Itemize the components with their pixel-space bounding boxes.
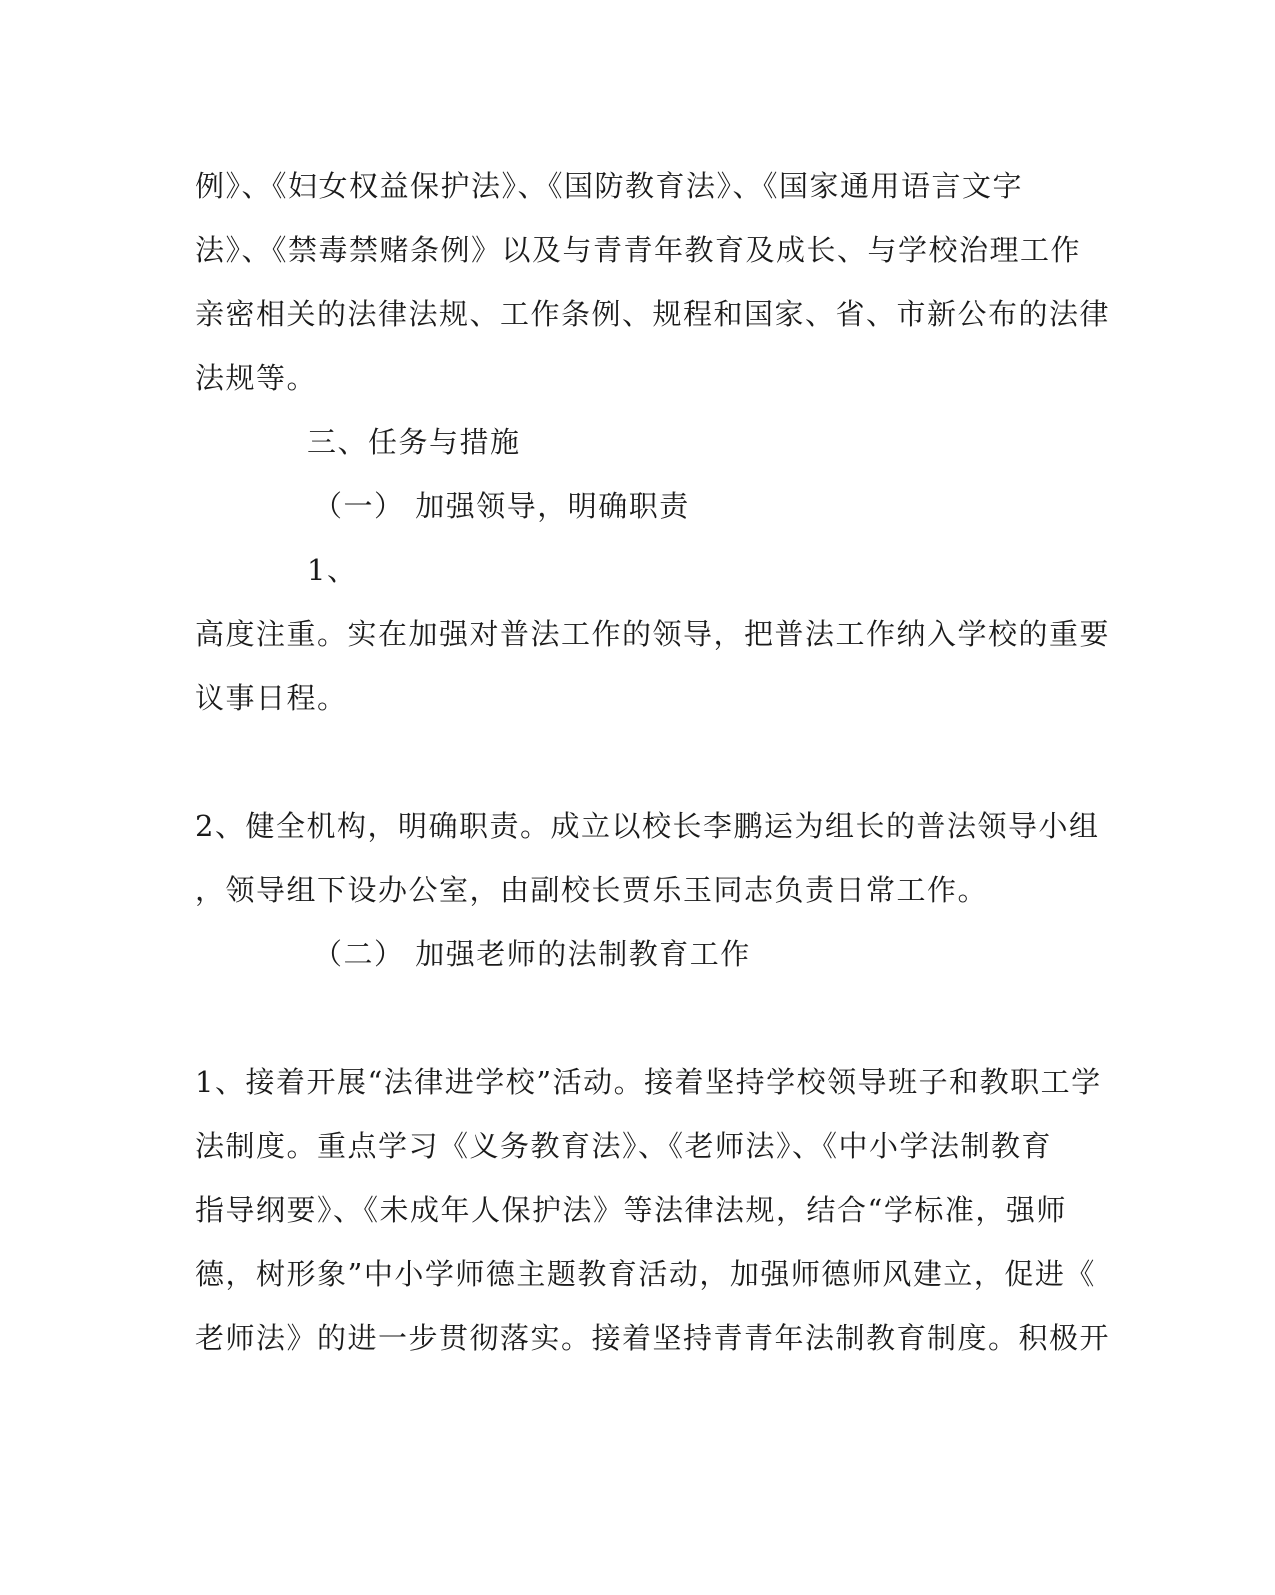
text-line: 法制度。重点学习《义务教育法》、《老师法》、《中小学法制教育 — [195, 1129, 1053, 1163]
text-line: 老师法》的进一步贯彻落实。接着坚持青青年法制教育制度。积极开 — [195, 1321, 1111, 1355]
text-line: 例》、《妇女权益保护法》、《国防教育法》、《国家通用语言文字 — [195, 169, 1024, 203]
list-number: 1、 — [307, 553, 358, 587]
text-line: 高度注重。实在加强对普法工作的领导，把普法工作纳入学校的重要 — [195, 617, 1111, 651]
text-line: 2、健全机构，明确职责。成立以校长李鹏运为组长的普法领导小组 — [195, 809, 1100, 843]
subsection-heading: （一） 加强领导，明确职责 — [313, 489, 690, 523]
text-line: 1、接着开展“法律进学校”活动。接着坚持学校领导班子和教职工学 — [195, 1065, 1102, 1099]
text-line: 法规等。 — [195, 361, 318, 395]
section-heading: 三、任务与措施 — [307, 425, 521, 459]
text-line: 法》、《禁毒禁赌条例》以及与青青年教育及成长、与学校治理工作 — [195, 233, 1082, 267]
text-line: ，领导组下设办公室，由副校长贾乐玉同志负责日常工作。 — [195, 873, 989, 907]
text-line: 指导纲要》、《未成年人保护法》等法律法规，结合“学标准，强师 — [195, 1193, 1067, 1227]
text-line: 议事日程。 — [195, 681, 348, 715]
text-line: 德，树形象”中小学师德主题教育活动，加强师德师风建立，促进《 — [195, 1257, 1096, 1291]
text-line: 亲密相关的法律法规、工作条例、规程和国家、省、市新公布的法律 — [195, 297, 1111, 331]
subsection-heading: （二） 加强老师的法制教育工作 — [313, 937, 751, 971]
